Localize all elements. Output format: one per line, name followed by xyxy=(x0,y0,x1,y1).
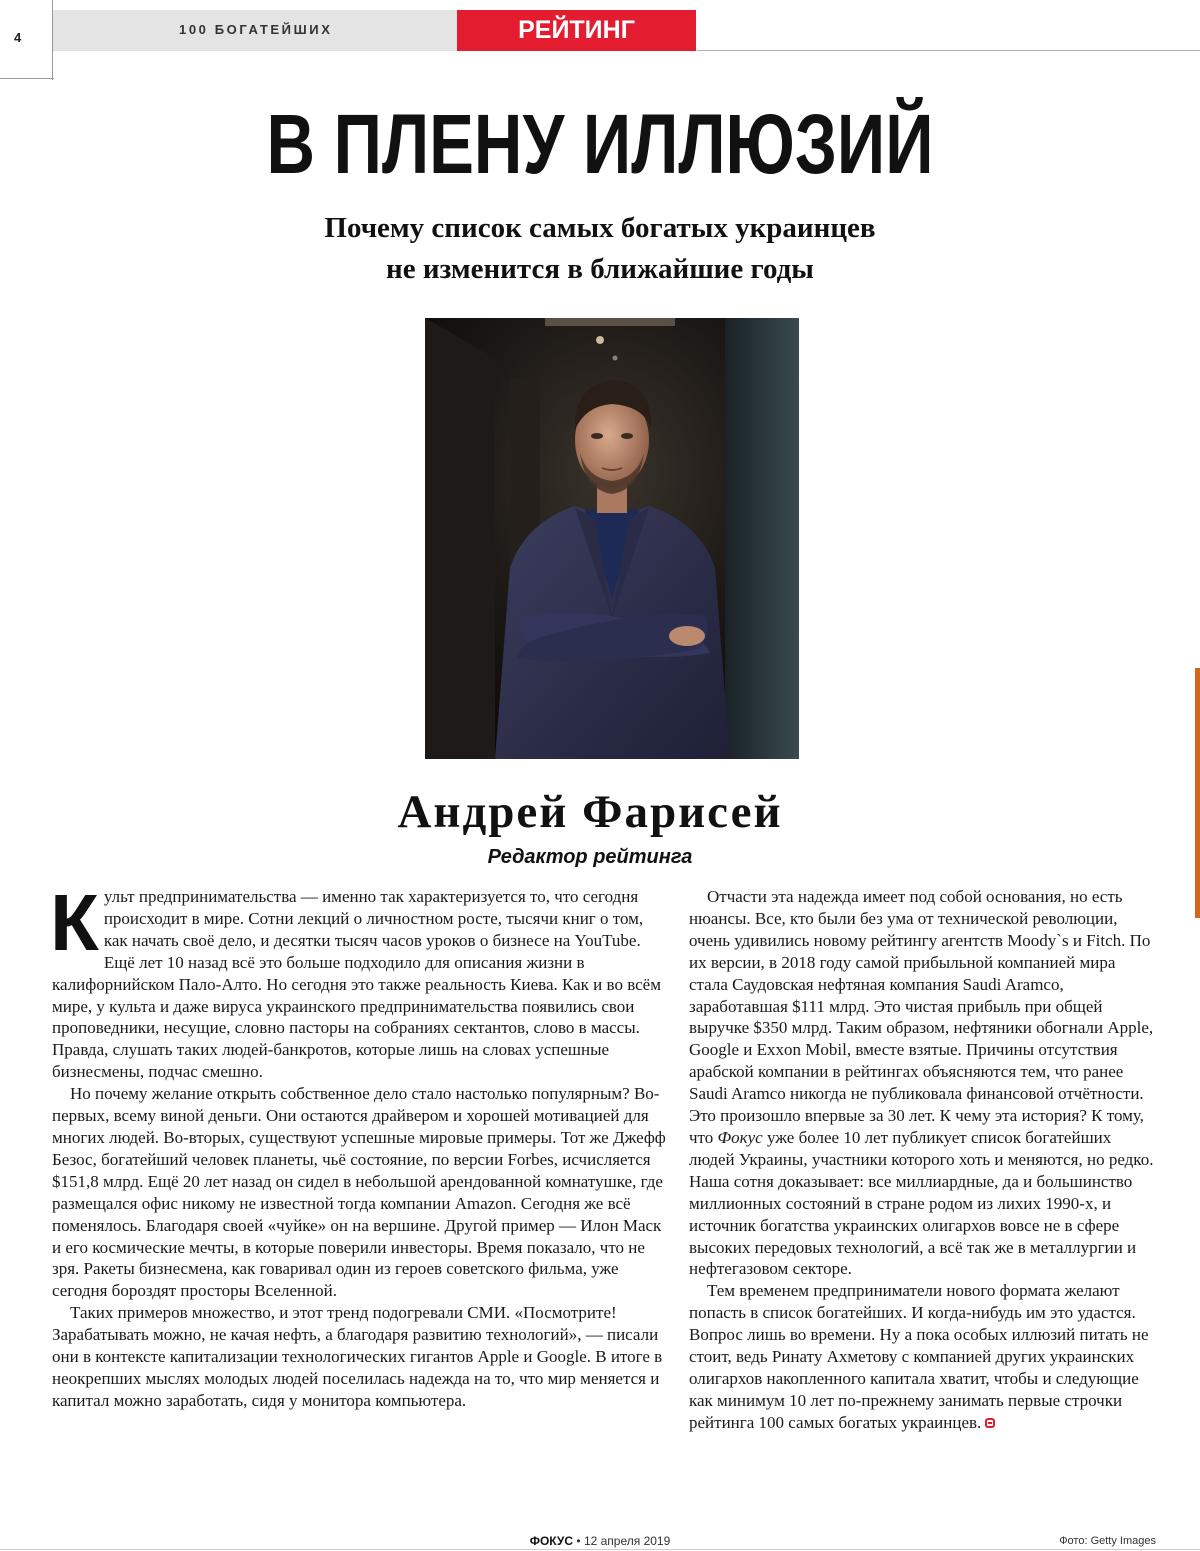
article-paragraph: Но почему желание открыть собственное дело стало настолько популярным? Во-первых, всему виной деньги. Они остаются драйвером и хорошей мотивацией для многих людей. Во-вторых, существуют успешные мировые примеры. Тот же Джефф Безос, богатейший человек планеты, чьё состояние, по версии Forbes, исчисляется $151,8 млрд. Ещё 20 лет назад он сидел в небольшой арендованной комнатушке, где размещался офис никому не известной тогда компании Amazon. Сегодня же всё поменялось. Благодаря своей «чуйке» он на вершине. Другой пример — Илон Маск и его космические мечты, в которые поверили инвесторы. Время показало, что не зря. Ракеты бизнесмена, как говаривал один из героев советского фильма, уже сегодня бороздят просторы Вселенной. xyxy=(52,1084,666,1301)
corner-rule-horizontal xyxy=(0,78,54,79)
paragraph-text: уже более 10 лет публикует список богатейших людей Украины, участники которого хоть и меняются, но редко. Наша сотня доказывает: все миллиардные, да и большинство миллионных состояний в стране родом из лихих 1990-х, и источник богатства украинских олигархов вовсе не в сфере высоких передовых технологий, а всё так же в металлургии и нефтегазовом секторе. xyxy=(689,1127,1154,1279)
article-paragraph xyxy=(689,1280,1156,1433)
paragraph-text: Отчасти эта надежда имеет под собой основания, но есть нюансы. Все, кто были без ума от технической революции, очень удивились новому рейтингу агентств Moody`s и Fitch. По их версии, в 2018 году самой прибыльной компанией мира стала Саудовская нефтяная компания Saudi Aramco, заработавшая $111 млрд. Это чистая прибыль при общей выручке $350 млрд. Таким образом, нефтяники обогнали Apple, Google и Exxon Mobil, вместе взятые. Причины отсутствия арабской компании в рейтингах объясняются тем, что ранее Saudi Aramco никогда не публиковала финансовой отчётности. Это произошло впервые за 30 лет. К чему эта история? К тому, что xyxy=(689,887,1154,1147)
footer-issue xyxy=(0,1534,1200,1548)
author-portrait-illustration xyxy=(425,318,799,759)
article-paragraph: Таких примеров множество, и этот тренд подогревали СМИ. «Посмотрите! Зарабатывать можно, не качая нефть, а благодаря развитию технологий», — писали они в контексте капитализации технологических гигантов Apple и Google. В итоге в неокрепших мыслях молодых людей поселилась надежда на то, что мир меняется и капитал можно заработать, сидя у монитора компьютера. xyxy=(52,1303,663,1410)
footer-separator: • xyxy=(576,1534,581,1548)
section-label: 100 БОГАТЕЙШИХ xyxy=(179,22,333,37)
article-paragraph xyxy=(689,886,1156,1280)
article-column-right xyxy=(689,886,1156,1434)
magazine-name-italic: Фокус xyxy=(717,1127,763,1147)
drop-cap: К xyxy=(50,878,99,967)
header-rule xyxy=(697,50,1200,51)
page-number: 4 xyxy=(14,30,22,45)
photo-credit: Фото: Getty Images xyxy=(1059,1535,1156,1547)
end-of-article-icon xyxy=(985,1418,995,1428)
article-paragraph xyxy=(50,878,668,1083)
paragraph-text: Тем временем предприниматели нового формата желают попасть в список богатейших. И когда-нибудь им это удастся. Вопрос лишь во времени. Ну а пока особых иллюзий питать не стоит, ведь Ринату Ахметову с компанией других украинских олигархов накопленного капитала хватит, чтобы и следующие как минимум 10 лет по-прежнему занимать первые строчки рейтинга 100 самых богатых украинцев. xyxy=(689,1281,1149,1432)
headline: В ПЛЕНУ ИЛЛЮЗИЙ xyxy=(266,97,934,191)
author-photo xyxy=(425,318,799,759)
footer-date: 12 апреля 2019 xyxy=(583,1534,671,1548)
author-role: Редактор рейтинга xyxy=(487,846,693,868)
section-bar xyxy=(53,10,457,51)
rubric-badge: РЕЙТИНГ xyxy=(457,10,696,51)
subtitle-line: Почему список самых богатых украинцев xyxy=(324,212,876,244)
bottom-rule xyxy=(0,1549,1200,1550)
article-column-left xyxy=(50,878,668,1412)
paragraph-text: ульт предпринимательства — именно так характеризуется то, что сегодня происходит в мире. Сотни лекций о личностном росте, тысячи книг о том, как начать своё дело, и десятки тысяч часов уроков о бизнесе на YouTube. Ещё лет 10 назад всё это больше подходило для описания жизни в калифорнийском Пало-Алто. Но сегодня это также реальность Киева. Как и во всём мире, у культа и даже вируса украинского предпринимательства появились свои проповедники, несущие, словно пасторы на собраниях сектантов, слово в массы. Правда, слушать таких людей-банкротов, которые лишь на словах успешные бизнесмены, подчас смешно. xyxy=(52,887,661,1082)
footer-brand: ФОКУС xyxy=(529,1534,574,1548)
subtitle xyxy=(100,208,1100,290)
subtitle-line: не изменится в ближайшие годы xyxy=(386,253,814,285)
page-edge-strip xyxy=(1195,668,1200,918)
author-name: Андрей Фарисей xyxy=(397,786,783,838)
